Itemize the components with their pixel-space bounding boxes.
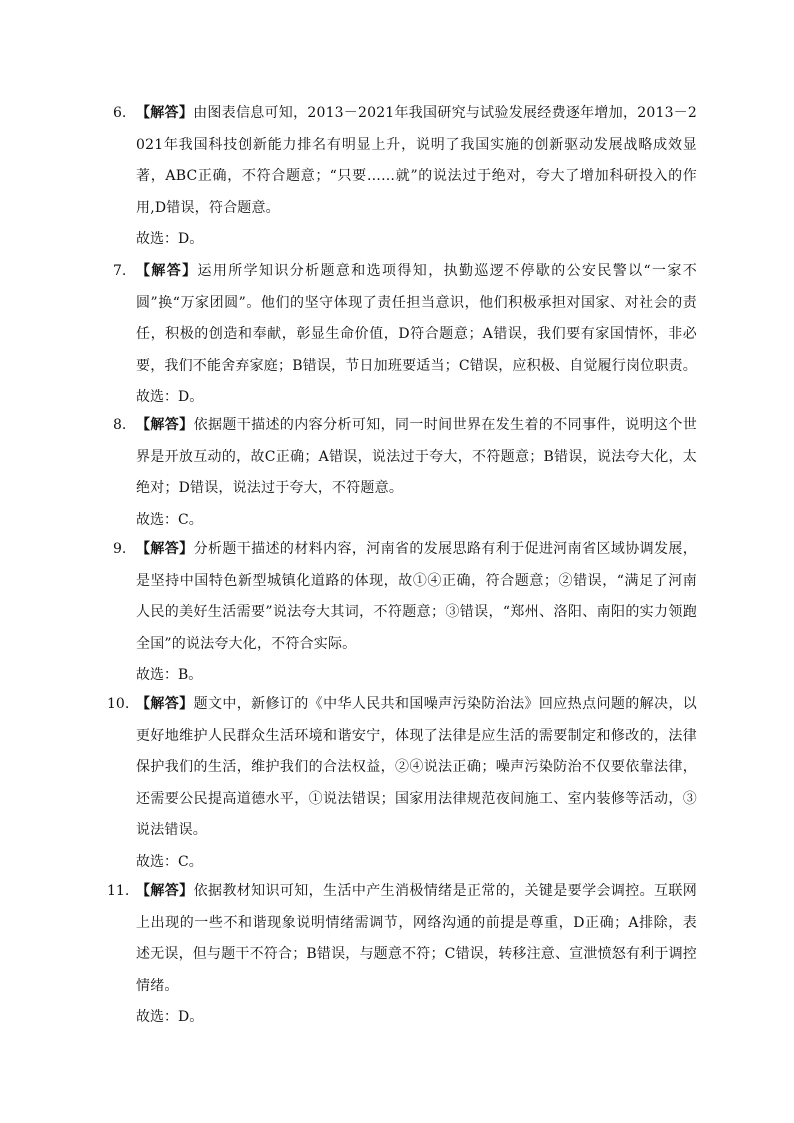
answer-item-11 [107, 876, 697, 1034]
answer-choice: 故选：D。 [136, 389, 204, 405]
answer-tag: 【解答】 [136, 263, 198, 279]
answer-text: 分析题干描述的材料内容，河南省的发展思路有利于促进河南省区域协调发展，是坚持中国特色新型城镇化道路的体现，故①④正确，符合题意；②错误，“满足了河南人民的美好生活需要”说法夸大其词，不符题意；③错误，“郑州、洛阳、南阳的实力领跑全国”的说法夸大化，不符合实际。 [136, 541, 697, 652]
answer-item-8 [113, 410, 697, 536]
answer-choice: 故选：C。 [136, 511, 203, 528]
answer-tag: 【解答】 [136, 696, 194, 712]
answer-paragraph [136, 876, 697, 1002]
answer-text: 题文中，新修订的《中华人民共和国噪声污染防治法》回应热点问题的解决，以更好地维护人民群众生活环境和谐安宁，体现了法律是应生活的需要制定和修改的，法律保护我们的生活，维护我们的合法权益，②④说法正确；噪声污染防治不仅要依靠法律，还需要公民提高道德水平，①说法错误；国家用法律规范夜间施工、室内装修等活动，③说法错误。 [136, 696, 697, 838]
question-number: 10. [107, 696, 130, 712]
answer-tag: 【解答】 [136, 417, 194, 433]
answer-choice: 故选：D。 [136, 231, 204, 247]
answer-text: 由图表信息可知，2013－2021年我国研究与试验发展经费逐年增加，2013－2021年我国科技创新能力排名有明显上升，说明了我国实施的创新驱动发展战略成效显著，ABC正确，不符合题意；“只要……就”的说法过于绝对，夸大了增加科研投入的作用,D错误，符合题意。 [136, 105, 697, 216]
answer-text: 依据题干描述的内容分析可知，同一时间世界在发生着的不同事件，说明这个世界是开放互动的，故C正确；A错误，说法过于夸大，不符题意；B错误，说法夸大化，太绝对；D错误，说法过于夸大，不符题意。 [136, 417, 697, 496]
answer-tag: 【解答】 [136, 105, 194, 121]
answer-choice: 故选：D。 [136, 1009, 204, 1025]
answer-paragraph [136, 534, 697, 660]
answer-item-10 [107, 689, 697, 878]
question-number: 6. [113, 105, 127, 121]
question-number: 11. [107, 883, 130, 899]
answer-text: 运用所学知识分析题意和选项得知，执勤巡逻不停歇的公安民警以“一家不圆”换“万家团圆”。他们的坚守体现了责任担当意识，他们积极承担对国家、对社会的责任，积极的创造和奉献，彰显生命价值，D符合题意；A错误，我们要有家国情怀，非必要，我们不能舍弃家庭；B错误，节日加班要适当；C错误，应积极、自觉履行岗位职责。 [136, 263, 697, 374]
question-number: 9. [113, 541, 127, 557]
question-number: 7. [113, 263, 127, 279]
answer-paragraph [136, 410, 697, 505]
answer-paragraph [136, 98, 697, 224]
answer-text: 依据教材知识可知，生活中产生消极情绪是正常的，关键是要学会调控。互联网上出现的一些不和谐现象说明情绪需调节，网络沟通的前提是尊重，D正确；A排除，表述无误，但与题干不符合；B错误，与题意不符；C错误，转移注意、宣泄愤怒有利于调控情绪。 [136, 883, 697, 994]
answer-item-7 [113, 256, 697, 414]
question-number: 8. [113, 417, 127, 433]
answer-item-9 [113, 534, 697, 692]
answer-tag: 【解答】 [136, 541, 194, 557]
answer-choice: 故选：C。 [136, 853, 203, 870]
answer-tag: 【解答】 [136, 883, 194, 899]
answer-paragraph [136, 689, 697, 847]
answer-choice: 故选：B。 [136, 667, 203, 683]
answer-paragraph [136, 256, 697, 382]
answer-item-6 [113, 98, 697, 256]
